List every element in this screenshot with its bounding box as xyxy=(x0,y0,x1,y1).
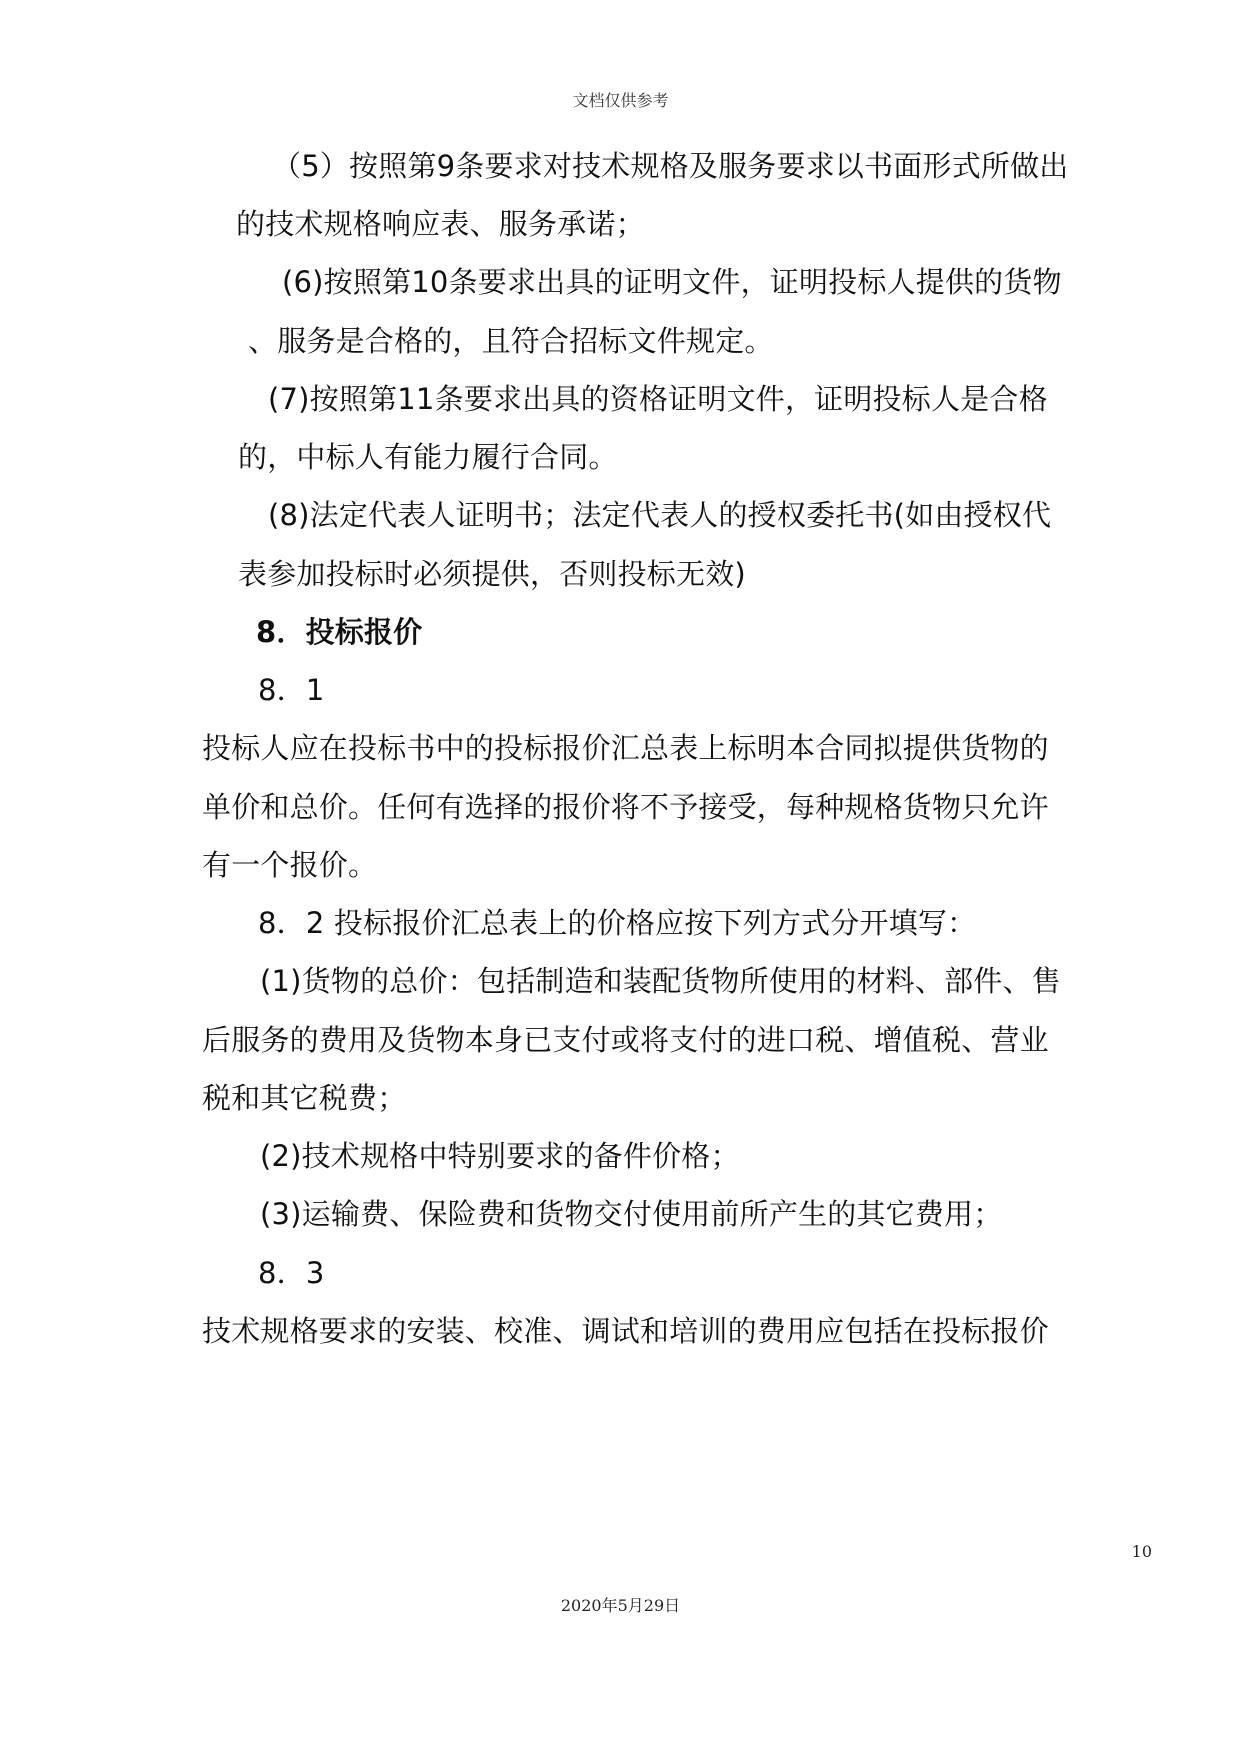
paragraph-line: (8)法定代表人证明书；法定代表人的授权委托书(如由授权代 xyxy=(268,498,1052,532)
paragraph-line: （5）按照第9条要求对技术规格及服务要求以书面形式所做出 xyxy=(272,149,1069,183)
paragraph-line: 的，中标人有能力履行合同。 xyxy=(238,440,618,474)
paragraph-line: 的技术规格响应表、服务承诺； xyxy=(236,207,645,241)
clause-number: 8．3 xyxy=(258,1256,325,1290)
paragraph-line: (2)技术规格中特别要求的备件价格； xyxy=(260,1139,740,1173)
clause-number: 8．1 xyxy=(258,673,325,707)
footer-date: 2020年5月29日 xyxy=(560,1596,681,1615)
paragraph-line: 税和其它税费； xyxy=(202,1081,407,1115)
paragraph-line: 表参加投标时必须提供，否则投标无效) xyxy=(238,557,746,591)
paragraph-line: 8．2 投标报价汇总表上的价格应按下列方式分开填写： xyxy=(258,906,977,940)
document-header-note: 文档仅供参考 xyxy=(572,91,669,110)
paragraph-line: (7)按照第11条要求出具的资格证明文件，证明投标人是合格 xyxy=(268,382,1048,416)
paragraph-line: (1)货物的总价：包括制造和装配货物所使用的材料、部件、售 xyxy=(260,964,1061,998)
paragraph-line: 后服务的费用及货物本身已支付或将支付的进口税、增值税、营业 xyxy=(202,1023,1049,1057)
paragraph-line: 单价和总价。任何有选择的报价将不予接受，每种规格货物只允许 xyxy=(202,790,1049,824)
paragraph-line: (3)运输费、保险费和货物交付使用前所产生的其它费用； xyxy=(260,1197,1003,1231)
section-heading-bid-price: 8．投标报价 xyxy=(256,615,423,649)
paragraph-line: 、服务是合格的，且符合招标文件规定。 xyxy=(248,324,774,358)
page-number: 10 xyxy=(1131,1542,1152,1561)
paragraph-line: 有一个报价。 xyxy=(202,848,378,882)
paragraph-line: 技术规格要求的安装、校准、调试和培训的费用应包括在投标报价 xyxy=(202,1314,1049,1348)
paragraph-line: (6)按照第10条要求出具的证明文件，证明投标人提供的货物 xyxy=(282,265,1062,299)
paragraph-line: 投标人应在投标书中的投标报价汇总表上标明本合同拟提供货物的 xyxy=(202,731,1049,765)
